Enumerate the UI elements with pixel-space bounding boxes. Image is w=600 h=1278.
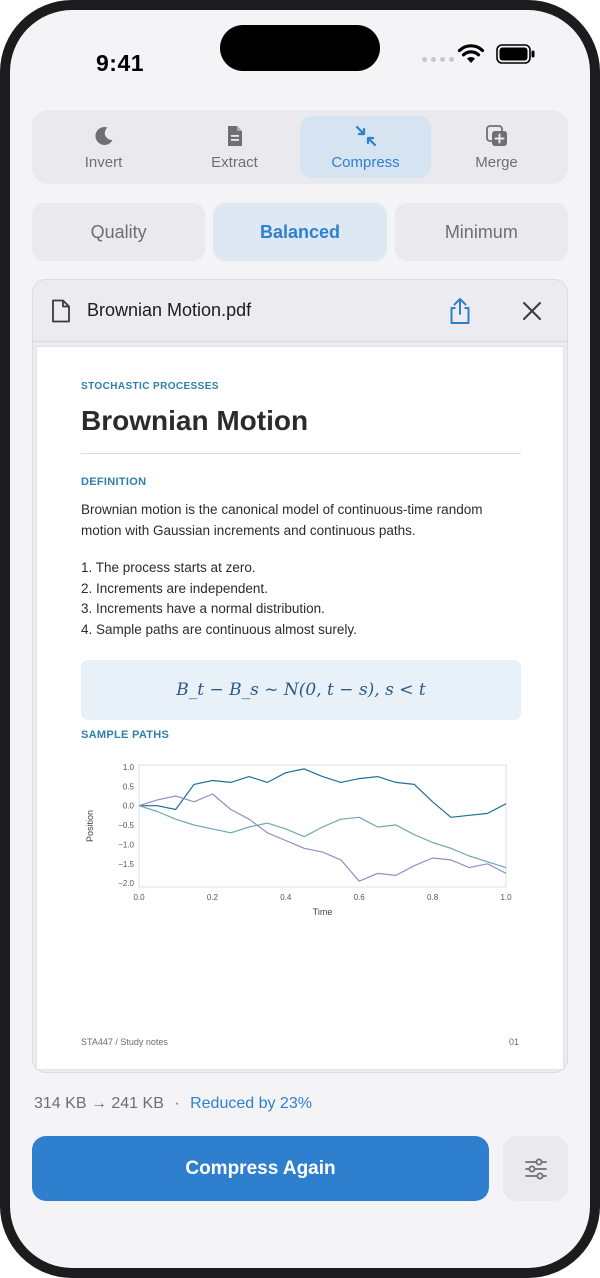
y-tick-label: 1.0 xyxy=(122,762,134,772)
share-icon[interactable] xyxy=(447,297,473,325)
x-axis-label: Time xyxy=(312,907,333,917)
y-tick-label: −1.5 xyxy=(118,859,134,869)
y-tick-label: −1.0 xyxy=(118,840,134,850)
list-item: 2. Increments are independent. xyxy=(81,580,268,596)
x-tick-label: 0.6 xyxy=(353,893,365,902)
quality-option-balanced[interactable]: Balanced xyxy=(213,203,386,261)
x-tick-label: 0.2 xyxy=(206,893,218,902)
x-tick-label: 0.8 xyxy=(427,893,439,902)
tab-extract[interactable] xyxy=(169,116,300,178)
y-axis-label: Position xyxy=(85,809,95,843)
size-change: 314 KB → 241 KB xyxy=(34,1095,164,1112)
page-footer-course: STA447 / Study notes xyxy=(81,1037,168,1047)
x-tick-label: 0.4 xyxy=(280,893,292,902)
x-tick-label: 1.0 xyxy=(500,893,512,902)
tab-extract-label: Extract xyxy=(211,153,258,171)
file-name: Brownian Motion.pdf xyxy=(87,300,252,320)
property-list xyxy=(81,558,357,640)
tab-compress-label: Compress xyxy=(331,153,400,171)
reduction-percent: Reduced by 23% xyxy=(190,1095,312,1112)
close-icon[interactable] xyxy=(521,300,543,322)
screen xyxy=(10,10,590,1268)
list-item: 3. Increments have a normal distribution. xyxy=(81,601,325,616)
y-tick-label: −2.0 xyxy=(118,879,134,889)
moon-icon xyxy=(92,124,116,148)
stats-separator: · xyxy=(174,1095,180,1112)
document-icon xyxy=(223,124,247,148)
wifi-icon xyxy=(456,42,486,66)
plot-area xyxy=(139,765,506,887)
definition-heading: DEFINITION xyxy=(81,476,147,488)
tab-invert-label: Invert xyxy=(84,153,123,171)
page-number: 01 xyxy=(509,1037,520,1047)
list-item: 1. The process starts at zero. xyxy=(81,560,256,575)
sample-paths-chart xyxy=(81,757,521,922)
y-tick-label: −0.5 xyxy=(118,821,134,831)
stack-plus-icon xyxy=(485,124,509,148)
title-divider xyxy=(81,453,521,454)
y-tick-label: 0.5 xyxy=(122,782,134,792)
quality-selector xyxy=(32,203,568,261)
file-icon xyxy=(51,299,71,323)
tool-tabs xyxy=(32,110,568,184)
formula-box: B_t − B_s ~ N(0, t − s), s < t xyxy=(81,660,521,720)
pdf-page xyxy=(36,346,564,1070)
cellular-signal-icon xyxy=(422,57,454,62)
y-tick-label: 0.0 xyxy=(122,801,134,811)
settings-button[interactable] xyxy=(503,1136,568,1201)
quality-option-minimum[interactable]: Minimum xyxy=(395,203,568,261)
compress-arrows-icon xyxy=(354,124,378,148)
quality-option-quality[interactable]: Quality xyxy=(32,203,205,261)
page-eyebrow: STOCHASTIC PROCESSES xyxy=(81,381,219,392)
definition-text: Brownian motion is the canonical model of continuous-time random motion with Gaussian increments and continuous paths. xyxy=(81,502,483,538)
battery-icon xyxy=(496,44,536,64)
list-item: 4. Sample paths are continuous almost surely. xyxy=(81,621,357,637)
compress-again-button[interactable]: Compress Again xyxy=(32,1136,489,1201)
tab-compress[interactable] xyxy=(300,116,431,178)
document-preview-card xyxy=(32,279,568,1073)
tab-invert[interactable] xyxy=(38,116,169,178)
tab-merge-label: Merge xyxy=(475,153,518,171)
page-title: Brownian Motion xyxy=(81,405,309,436)
dynamic-island xyxy=(220,25,380,71)
tab-merge[interactable] xyxy=(431,116,562,178)
sample-paths-heading: SAMPLE PATHS xyxy=(81,729,170,741)
status-time: 9:41 xyxy=(96,50,145,76)
compression-stats xyxy=(34,1095,312,1113)
document-header xyxy=(33,280,567,342)
sliders-icon xyxy=(523,1156,549,1182)
x-tick-label: 0.0 xyxy=(133,893,145,902)
